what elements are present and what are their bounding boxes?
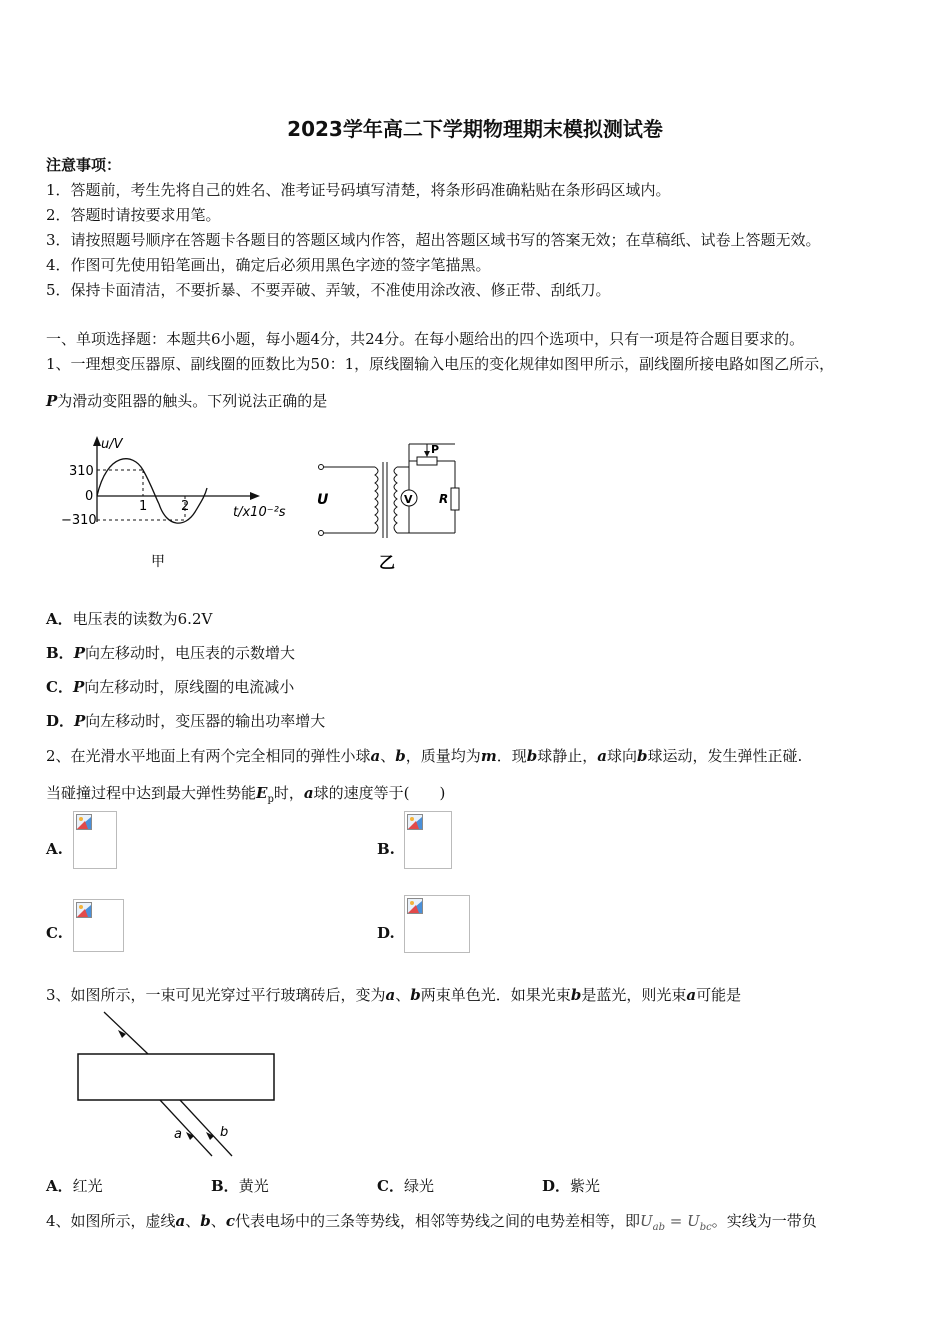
notice-item: 2．答题时请按要求用笔。 (46, 206, 221, 224)
option-text: 向左移动时，电压表的示数增大 (84, 644, 295, 662)
q2-option-a-image[interactable] (73, 811, 117, 869)
x-axis-arrow (250, 492, 260, 500)
section-heading: 一、单项选择题：本题共6小题，每小题4分，共24分。在每小题给出的四个选项中，只有一项是符合题目要求的。 (46, 330, 805, 348)
figure-glass-slab (70, 1008, 290, 1168)
option-letter: C． (46, 678, 73, 696)
x-axis-label: t/x10⁻²s (233, 505, 286, 520)
terminal-bottom (319, 531, 324, 536)
rheostat (417, 457, 437, 465)
broken-image-icon (407, 898, 423, 914)
q2-stem-line1: 2、在光滑水平地面上有两个完全相同的弹性小球a、b，质量均为m．现b球静止，a球向b球运动，发生弹性正碰. (46, 747, 803, 765)
y-tick-0: 0 (85, 489, 94, 504)
option-letter: B． (46, 644, 74, 662)
label-U: U (317, 492, 329, 508)
secondary-coil (394, 467, 397, 533)
q4-stem: 4、如图所示，虚线a、b、c代表电场中的三条等势线，相邻等势线之间的电势差相等，即$U_{ab} = U_{bc}$。实线为一带负 (46, 1212, 817, 1233)
q2-option-c-image[interactable] (73, 899, 124, 952)
incident-ray (104, 1012, 148, 1054)
y-axis-arrow (93, 436, 101, 446)
option-letter: D． (46, 712, 75, 730)
page-title: 2023学年高二下学期物理期末模拟测试卷 (287, 117, 663, 141)
q2-option-b-label: B. (377, 840, 395, 858)
notice-item: 4．作图可先使用铅笔画出，确定后必须用黑色字迹的签字笔描黑。 (46, 256, 491, 274)
figure-circuit (305, 436, 475, 576)
label-P: P (431, 443, 440, 456)
q3-option-d[interactable]: D．紫光 (542, 1177, 601, 1195)
broken-image-icon (76, 902, 92, 918)
q1-option-d[interactable] (46, 710, 325, 731)
glass-slab (78, 1054, 274, 1100)
q1-option-b[interactable] (46, 642, 295, 663)
q2-stem-line2: 当碰撞过程中达到最大弹性势能$E_p$时，a球的速度等于( ) (46, 784, 446, 805)
var-P: P (46, 392, 58, 410)
ray-a (160, 1100, 212, 1156)
q3-option-a[interactable]: A．红光 (46, 1177, 103, 1195)
label-a: a (174, 1127, 182, 1142)
var-P: P (74, 712, 86, 730)
equation: $U_{ab} = U_{bc}$ (639, 1212, 712, 1233)
notice-item: 5．保持卡面清洁，不要折暴、不要弄破、弄皱，不准使用涂改液、修正带、刮纸刀。 (46, 281, 611, 299)
broken-image-icon (76, 814, 92, 830)
q2-option-a-label: A. (46, 840, 63, 858)
q3-option-c[interactable]: C．绿光 (377, 1177, 434, 1195)
q2-option-d-image[interactable] (404, 895, 470, 953)
q1-stem-text: 为滑动变阻器的触头。下列说法正确的是 (57, 392, 328, 410)
x-tick-1: 1 (139, 499, 148, 514)
q1-stem-line1: 1、一理想变压器原、副线圈的匝数比为50：1，原线圈输入电压的变化规律如图甲所示，副线圈所接电路如图乙所示， (46, 355, 835, 373)
label-R: R (439, 492, 449, 506)
figure-caption-yi: 乙 (379, 553, 396, 572)
terminal-top (319, 465, 324, 470)
figure-caption-jia: 甲 (151, 554, 165, 570)
label-b: b (220, 1125, 229, 1140)
y-tick-neg310: −310 (61, 513, 97, 528)
notice-item: 1．答题前，考生先将自己的姓名、准考证号码填写清楚，将条形码准确粘贴在条形码区域内。 (46, 181, 671, 199)
option-text: 电压表的读数为6.2V (72, 610, 213, 628)
label-V: V (404, 493, 413, 506)
option-text: 向左移动时，原线圈的电流减小 (84, 678, 295, 696)
primary-coil (375, 467, 378, 533)
sine-curve (97, 459, 207, 523)
var-P: P (72, 678, 85, 696)
option-letter: A． (46, 610, 73, 628)
slider-arrow (424, 451, 430, 457)
broken-image-icon (407, 814, 423, 830)
q1-stem-line2 (46, 390, 327, 411)
q3-option-b[interactable]: B．黄光 (211, 1177, 269, 1195)
var-P: P (73, 644, 85, 662)
y-axis-label: u/V (101, 437, 123, 452)
x-tick-2: 2 (181, 499, 190, 514)
q1-option-a[interactable] (46, 608, 212, 629)
q2-option-d-label: D. (377, 924, 395, 942)
notice-item: 3．请按照题号顺序在答题卡各题目的答题区域内作答，超出答题区域书写的答案无效；在草稿纸、试卷上答题无效。 (46, 231, 821, 249)
q1-option-c[interactable] (46, 676, 294, 697)
q3-stem: 3、如图所示，一束可见光穿过平行玻璃砖后，变为a、b两束单色光．如果光束b是蓝光，则光束a可能是 (46, 986, 742, 1004)
option-text: 向左移动时，变压器的输出功率增大 (85, 712, 326, 730)
resistor-R (451, 488, 459, 510)
notice-heading: 注意事项： (46, 156, 122, 174)
y-tick-310: 310 (69, 464, 94, 479)
figure-voltage-graph (55, 432, 295, 572)
q2-option-c-label: C. (46, 924, 63, 942)
q2-option-b-image[interactable] (404, 811, 452, 869)
